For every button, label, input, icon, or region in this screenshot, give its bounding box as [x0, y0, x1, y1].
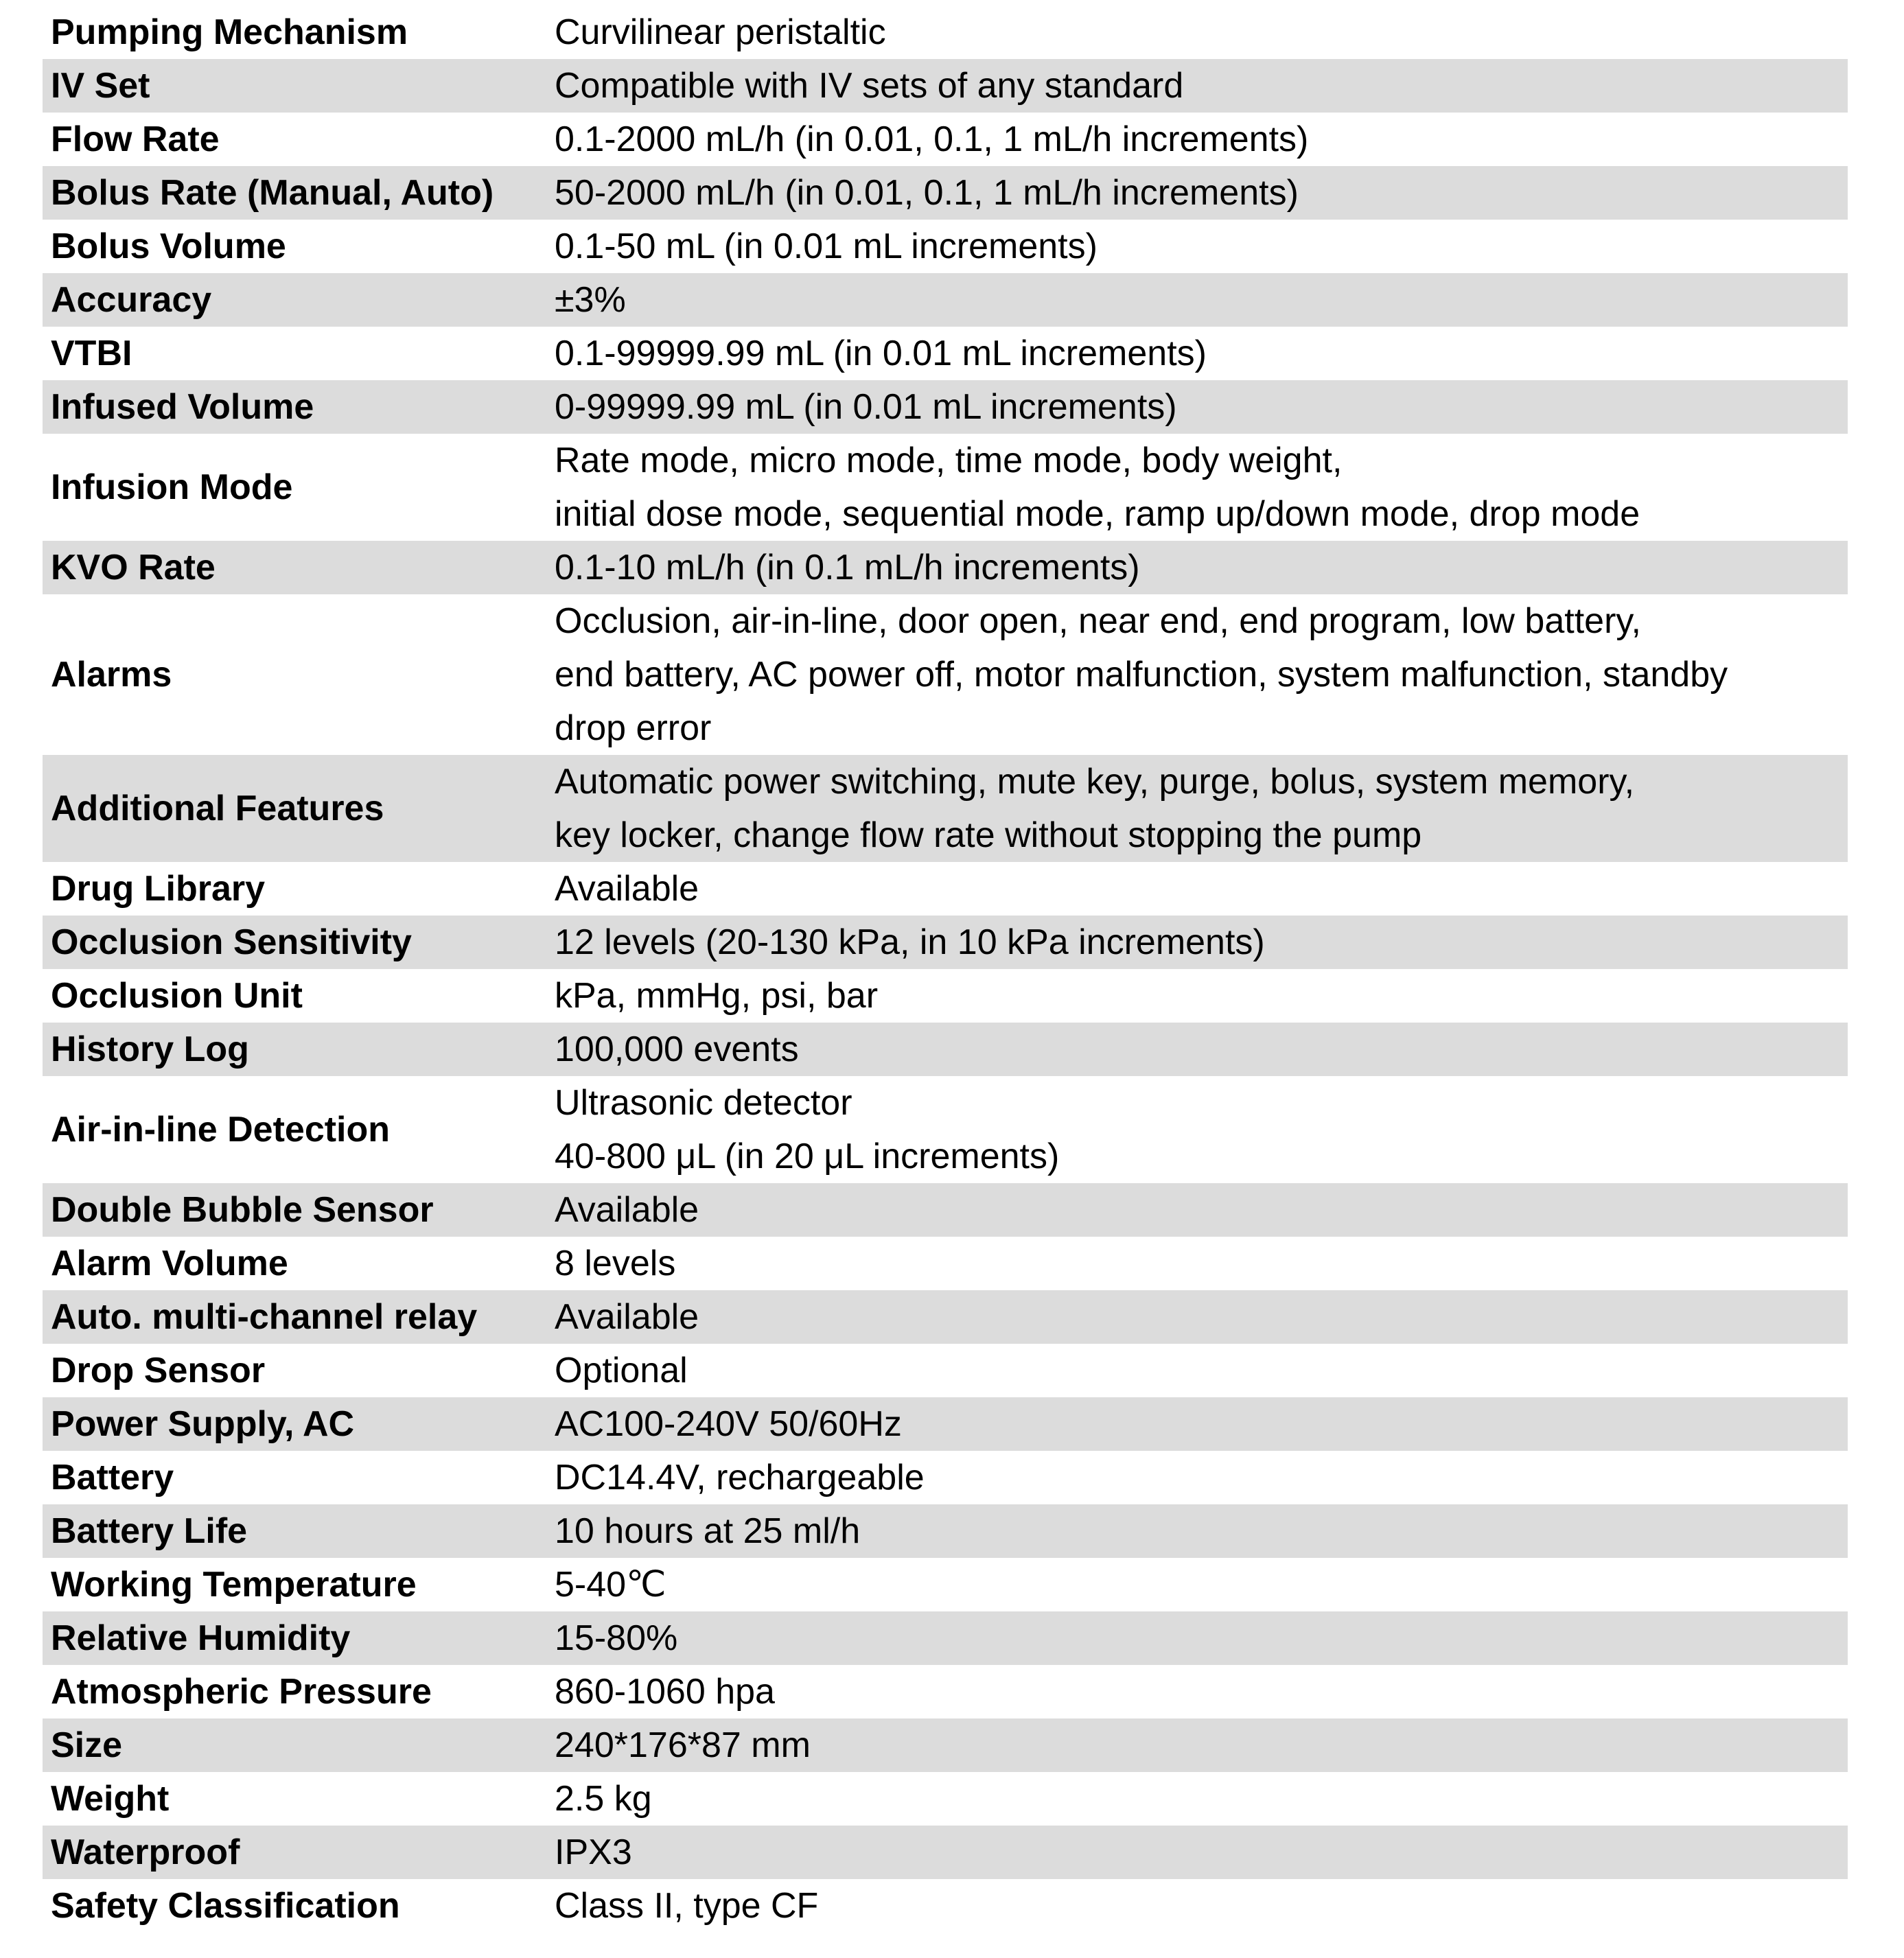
spec-label: Air-in-line Detection [51, 1110, 391, 1150]
spec-value [552, 969, 1848, 1023]
spec-value-line: Automatic power switching, mute key, purge, bolus, system memory, [555, 762, 1635, 802]
spec-value-line: 100,000 events [555, 1029, 799, 1069]
table-row [43, 1237, 1848, 1290]
spec-value-line: Curvilinear peristaltic [555, 12, 886, 52]
spec-label: Drop Sensor [51, 1351, 266, 1390]
table-row [43, 5, 1848, 59]
spec-label: IV Set [43, 59, 552, 113]
spec-value [552, 113, 1848, 166]
spec-value-line: kPa, mmHg, psi, bar [555, 976, 879, 1016]
spec-value-line: Class II, type CF [555, 1886, 819, 1926]
spec-value [552, 1611, 1848, 1665]
spec-value-line: 860-1060 hpa [555, 1672, 775, 1712]
spec-value [552, 1772, 1848, 1826]
table-row [43, 1826, 1848, 1879]
table-row [43, 916, 1848, 969]
spec-label: Size [43, 1718, 552, 1772]
spec-label: Battery [51, 1458, 174, 1497]
spec-value [552, 59, 1848, 113]
spec-label: Infused Volume [43, 380, 552, 434]
spec-label: KVO Rate [43, 541, 552, 594]
spec-value-line: IPX3 [555, 1832, 632, 1872]
spec-value-line: 2.5 kg [555, 1779, 652, 1819]
spec-value-line: initial dose mode, sequential mode, ramp up/down mode, drop mode [555, 494, 1640, 534]
spec-label: Safety Classification [51, 1886, 400, 1926]
spec-value-line: 5-40℃ [555, 1565, 666, 1605]
spec-label: Flow Rate [51, 119, 220, 159]
spec-table [43, 5, 1848, 1933]
spec-value-line: 10 hours at 25 ml/h [555, 1511, 861, 1551]
spec-label: Working Temperature [51, 1565, 417, 1605]
table-row [43, 1718, 1848, 1772]
table-row [43, 273, 1848, 327]
table-row [43, 1879, 1848, 1933]
spec-value [552, 1344, 1848, 1397]
spec-value [552, 755, 1848, 862]
spec-label: VTBI [51, 334, 132, 373]
spec-value-line: 0-99999.99 mL (in 0.01 mL increments) [555, 387, 1177, 427]
table-row [43, 166, 1848, 220]
table-row [43, 1023, 1848, 1076]
spec-value [552, 273, 1848, 327]
table-row [43, 1504, 1848, 1558]
table-row [43, 327, 1848, 380]
spec-label: History Log [43, 1023, 552, 1076]
table-row [43, 59, 1848, 113]
spec-value-line: ±3% [555, 280, 626, 320]
spec-value [552, 1397, 1848, 1451]
spec-value-line: end battery, AC power off, motor malfunction, system malfunction, standby [555, 655, 1728, 695]
spec-value [552, 1451, 1848, 1504]
spec-label: Auto. multi-channel relay [43, 1290, 552, 1344]
spec-value [552, 541, 1848, 594]
spec-value-line: AC100-240V 50/60Hz [555, 1404, 902, 1444]
spec-label: Weight [51, 1779, 170, 1819]
table-row [43, 1290, 1848, 1344]
spec-label: Battery Life [43, 1504, 552, 1558]
spec-value [552, 916, 1848, 969]
spec-value-line: drop error [555, 708, 712, 748]
table-row [43, 1665, 1848, 1718]
spec-table-body [43, 5, 1848, 1933]
spec-value-line: Occlusion, air-in-line, door open, near end, end program, low battery, [555, 601, 1641, 641]
spec-value-line: 40-800 μL (in 20 μL increments) [555, 1137, 1060, 1176]
table-row [43, 220, 1848, 273]
table-row [43, 1558, 1848, 1611]
spec-label: Double Bubble Sensor [43, 1183, 552, 1237]
spec-value [552, 862, 1848, 916]
spec-value [552, 1237, 1848, 1290]
spec-label: Occlusion Unit [51, 976, 303, 1016]
spec-value-line: Rate mode, micro mode, time mode, body weight, [555, 441, 1343, 480]
table-row [43, 1611, 1848, 1665]
spec-label: Alarm Volume [51, 1244, 288, 1283]
spec-value-line: 50-2000 mL/h (in 0.01, 0.1, 1 mL/h increments) [555, 173, 1299, 213]
spec-label: Infusion Mode [51, 467, 293, 507]
spec-label: Alarms [51, 655, 172, 695]
spec-label: Occlusion Sensitivity [43, 916, 552, 969]
table-row [43, 755, 1848, 862]
spec-value-line: 0.1-10 mL/h (in 0.1 mL/h increments) [555, 548, 1140, 587]
spec-value [552, 434, 1848, 541]
spec-value-line: Optional [555, 1351, 688, 1390]
spec-value [552, 166, 1848, 220]
spec-value-line: 8 levels [555, 1244, 676, 1283]
table-row [43, 969, 1848, 1023]
spec-value-line: DC14.4V, rechargeable [555, 1458, 925, 1497]
spec-value [552, 594, 1848, 755]
spec-value [552, 5, 1848, 59]
spec-label: Bolus Volume [51, 226, 286, 266]
table-row [43, 434, 1848, 541]
spec-value [552, 380, 1848, 434]
table-row [43, 1344, 1848, 1397]
spec-value [552, 327, 1848, 380]
table-row [43, 594, 1848, 755]
table-row [43, 1183, 1848, 1237]
spec-value [552, 1558, 1848, 1611]
spec-value-line: 0.1-50 mL (in 0.01 mL increments) [555, 226, 1098, 266]
spec-value-line: 0.1-99999.99 mL (in 0.01 mL increments) [555, 334, 1207, 373]
spec-value [552, 1665, 1848, 1718]
spec-value-line: 12 levels (20-130 kPa, in 10 kPa increments) [555, 922, 1265, 962]
spec-value [552, 220, 1848, 273]
spec-label: Additional Features [43, 755, 552, 862]
spec-value [552, 1290, 1848, 1344]
spec-value-line: Available [555, 1190, 699, 1230]
spec-label: Relative Humidity [43, 1611, 552, 1665]
spec-value-line: Available [555, 1297, 699, 1337]
spec-value-line: Compatible with IV sets of any standard [555, 66, 1184, 106]
spec-label: Accuracy [43, 273, 552, 327]
table-row [43, 380, 1848, 434]
spec-value-line: 15-80% [555, 1618, 678, 1658]
spec-value [552, 1076, 1848, 1183]
spec-value [552, 1718, 1848, 1772]
spec-value-line: key locker, change flow rate without stopping the pump [555, 815, 1422, 855]
spec-value [552, 1826, 1848, 1879]
table-row [43, 862, 1848, 916]
spec-label: Atmospheric Pressure [51, 1672, 432, 1712]
spec-value-line: Available [555, 869, 699, 909]
table-row [43, 1772, 1848, 1826]
spec-value-line: Ultrasonic detector [555, 1083, 852, 1123]
spec-value-line: 0.1-2000 mL/h (in 0.01, 0.1, 1 mL/h increments) [555, 119, 1309, 159]
spec-label: Pumping Mechanism [51, 12, 408, 52]
table-row [43, 1397, 1848, 1451]
spec-value [552, 1183, 1848, 1237]
spec-label: Power Supply, AC [43, 1397, 552, 1451]
table-row [43, 1076, 1848, 1183]
table-row [43, 541, 1848, 594]
spec-label: Waterproof [43, 1826, 552, 1879]
spec-value [552, 1879, 1848, 1933]
spec-label: Bolus Rate (Manual, Auto) [43, 166, 552, 220]
spec-value [552, 1023, 1848, 1076]
spec-value-line: 240*176*87 mm [555, 1725, 811, 1765]
spec-value [552, 1504, 1848, 1558]
table-row [43, 113, 1848, 166]
spec-label: Drug Library [51, 869, 266, 909]
table-row [43, 1451, 1848, 1504]
